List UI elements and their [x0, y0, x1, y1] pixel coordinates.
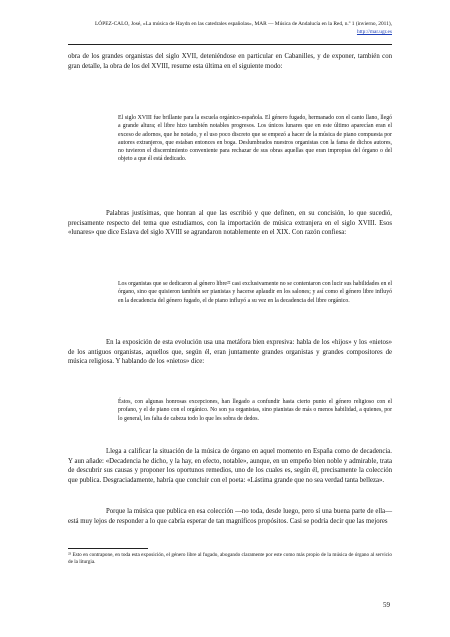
- header-url-link[interactable]: http://mar.ugr.es: [356, 29, 392, 35]
- paragraph-1: obra de los grandes organistas del siglo XVII, deteniéndose en particular en Cabanilles, y de exponer, también con gran detalle, la obra de los del XVIII, resume esta última en el siguiente modo:: [68, 53, 392, 70]
- page-number: 59: [383, 601, 390, 609]
- block-quote-3: Éstos, con algunas honrosas excepciones, han llegado a confundir hasta cierto punto el género religioso con el profano, y el de piano con el orgánico. No son ya organistas, sino pianistas de más o menos habilidad, a quienes, por lo general, les falta de cabeza todo lo que les sobra de dedos.: [118, 399, 392, 422]
- running-header: [62, 20, 392, 36]
- header-citation: LÓPEZ-CALO, José, «La música de Haydn en las catedrales españolas», MAR — Música de Andalucía en la Red, n.º 1 (invierno, 2011),: [95, 21, 392, 27]
- header-rule: [68, 44, 392, 45]
- paragraph-2: Palabras justísimas, que honran al que las escribió y que definen, en su concisión, lo que sucedió, precisamente respecto del tema que estudiamos, con la importación de música extranjera en el siglo XVIII. Esos «lunares» que dice Eslava del siglo XVIII se agrandaron notablemente en el XIX. Con razón confiesa:: [68, 210, 392, 237]
- block-quote-2: Los organistas que se dedicaron al género libre²² casi exclusivamente no se contentaron con lucir sus habilidades en el órgano, sino que quisieron también ser pianistas y hacerse aplaudir en los salones; y así como el género libre influyó en la decadencia del género fugado, el de piano influyó a su vez en la decadencia del libre orgánico.: [118, 281, 392, 304]
- paragraph-5: Porque la música que publica en esa colección —no toda, desde luego, pero sí una buena parte de ella— está muy lejos de responder a lo que cabría esperar de tan magníficos propósitos. Casi se podría decir que las mejores: [68, 508, 392, 525]
- block-quote-1: El siglo XVIII fue brillante para la escuela orgánico-española. El género fugado, hermanado con el canto llano, llegó a grande altura; el libre hizo también notables progresos. Los únicos lunares que en este último aparecían eran el exceso de adornos, que he notado, y el uso poco discreto que se empezó a hacer de la música de piano compuesta por autores extranjeros, que estaban entonces en boga. Deslumbrados nuestros organistas con la fama de dichos autores, no tuvieron el discernimiento conveniente para rechazar de sus obras aquellas que eran impropias del órgano o del objeto a que él está dedicado.: [118, 115, 392, 163]
- footnote-22: ²² Esto en contrapone, en toda esta exposición, el género libre al fugado, abogando claramente por este como más propio de la música de órgano al servicio de la liturgia.: [68, 552, 392, 566]
- paragraph-4: Llega a calificar la situación de la música de órgano en aquel momento en España como de decadencia. Y aun añade: «Decadencia he dicho, y la hay, en efecto, notable», aunque, en un empeño bien noble y admirable, trata de descubrir sus causas y proponer los oportunos remedios, uno de los cuales es, según él, precisamente la colección que publica. Desgraciadamente, habría que concluir con el poeta: «Lástima grande que no sea verdad tanta belleza».: [68, 448, 392, 484]
- paragraph-3: En la exposición de esta evolución usa una metáfora bien expresiva: habla de los «hijos» y los «nietos» de los antiguos organistas, aquellos que, según él, eran juntamente grandes organistas y grandes compositores de música religiosa. Y hablando de los «nietos» dice:: [68, 339, 392, 366]
- footnote-rule: [68, 548, 148, 549]
